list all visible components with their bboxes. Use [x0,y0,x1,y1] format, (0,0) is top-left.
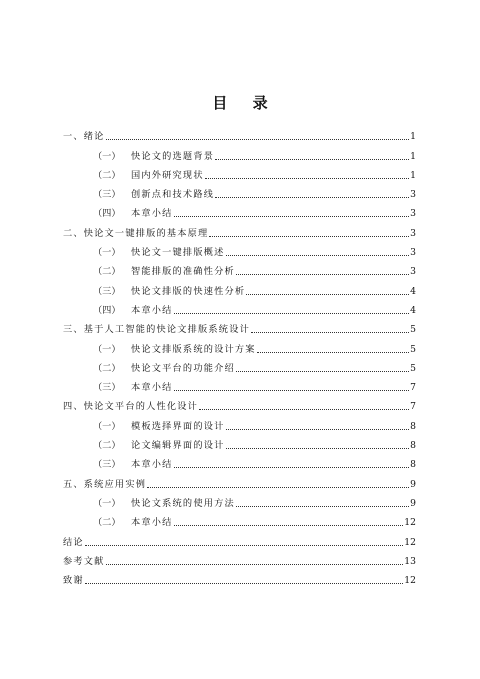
toc-entry[interactable] [63,356,416,375]
toc-entry-number: （二） [93,440,121,452]
toc-leader-dots [174,312,409,314]
toc-entry-text: 创新点和技术路线 [131,189,215,201]
toc-entry-page: 1 [410,150,416,162]
toc-entry[interactable] [63,394,416,413]
toc-entry[interactable] [63,413,416,432]
toc-entry-label [93,305,173,317]
toc-entry-page: 12 [404,517,416,529]
toc-leader-dots [174,389,409,391]
toc-entry-page: 5 [410,343,416,355]
toc-entry-text: 快论文平台的功能介绍 [131,362,235,374]
toc-entry-number: （二） [93,517,121,529]
toc-entry-label [63,228,208,240]
toc-entry-text: 五、系统应用实例 [63,478,147,490]
toc-leader-dots [226,447,410,449]
toc-entry-text: 一、绪论 [63,131,105,143]
toc-entry-text: 快论文排版系统的设计方案 [131,343,256,355]
toc-entry-label [93,363,235,375]
toc-entry[interactable] [63,491,416,510]
toc-leader-dots [174,466,409,468]
toc-entry-text: 三、基于人工智能的快论文排版系统设计 [63,324,250,336]
toc-entry-number: （一） [93,247,121,259]
toc-entry-label [93,440,225,452]
toc-entry-label [93,170,204,182]
toc-entry-label [93,247,225,259]
toc-entry-label [93,498,235,510]
toc-entry-label [93,517,173,529]
toc-entry-page: 3 [410,247,416,259]
toc-entry-label [63,556,105,568]
toc-entry[interactable] [63,568,416,587]
toc-entry-page: 3 [410,208,416,220]
toc-entry-number: （一） [93,497,121,509]
toc-entry-text: 本章小结 [131,517,173,529]
toc-entry-label [93,208,173,220]
toc-entry[interactable] [63,317,416,336]
toc-leader-dots [246,293,409,295]
toc-entry-text: 智能排版的准确性分析 [131,266,235,278]
toc-entry-page: 1 [410,169,416,181]
toc-entry-label [63,401,198,413]
toc-leader-dots [106,563,404,565]
toc-leader-dots [257,351,409,353]
toc-entry-label [93,189,214,201]
toc-leader-dots [236,273,409,275]
toc-entry-text: 本章小结 [131,304,173,316]
toc-entry-number: （三） [93,285,121,297]
toc-entry-page: 5 [410,324,416,336]
toc-leader-dots [226,254,410,256]
toc-entry-label [63,575,84,587]
toc-leader-dots [209,235,409,237]
toc-entry[interactable] [63,452,416,471]
toc-entry[interactable] [63,298,416,317]
toc-entry-page: 8 [410,420,416,432]
toc-entry-page: 5 [410,362,416,374]
toc-entry-number: （四） [93,208,121,220]
toc-entry[interactable] [63,240,416,259]
toc-leader-dots [174,524,404,526]
toc-entry-page: 8 [410,440,416,452]
toc-entry-page: 7 [410,401,416,413]
toc-entry-number: （二） [93,266,121,278]
toc-entry-label [63,479,146,491]
toc-entry-text: 二、快论文一键排版的基本原理 [63,227,209,239]
toc-leader-dots [147,486,409,488]
toc-entry-number: （一） [93,343,121,355]
toc-entry[interactable] [63,433,416,452]
toc-entry[interactable] [63,529,416,548]
toc-leader-dots [205,177,409,179]
toc-entry-label [93,286,245,298]
toc-entry-page: 12 [404,575,416,587]
toc-entry-page: 3 [410,266,416,278]
toc-entry-text: 本章小结 [131,382,173,394]
toc-list [63,124,416,587]
toc-leader-dots [236,370,409,372]
toc-entry[interactable] [63,124,416,143]
toc-entry-page: 13 [404,555,416,567]
toc-entry-page: 9 [410,478,416,490]
toc-entry-text: 快论文的选题背景 [131,150,215,162]
toc-entry-text: 快论文系统的使用方法 [131,497,235,509]
toc-entry[interactable] [63,471,416,490]
toc-entry-text: 参考文献 [63,555,105,567]
toc-leader-dots [174,215,409,217]
toc-leader-dots [215,196,409,198]
toc-entry-number: （四） [93,304,121,316]
toc-entry-text: 本章小结 [131,459,173,471]
toc-entry-text: 论文编辑界面的设计 [131,440,225,452]
toc-entry-label [63,131,105,143]
toc-entry-page: 1 [410,131,416,143]
toc-entry-number: （三） [93,189,121,201]
toc-entry-number: （二） [93,169,121,181]
toc-entry[interactable] [63,259,416,278]
toc-entry-number: （一） [93,420,121,432]
toc-entry-page: 7 [410,382,416,394]
toc-entry-label [93,344,256,356]
toc-entry-text: 本章小结 [131,208,173,220]
toc-entry-text: 致谢 [63,575,84,587]
toc-title: 目 录 [212,94,278,112]
toc-entry[interactable] [63,375,416,394]
toc-entry-number: （三） [93,382,121,394]
toc-entry[interactable] [63,549,416,568]
toc-entry[interactable] [63,278,416,297]
toc-entry-page: 4 [410,304,416,316]
toc-leader-dots [85,582,404,584]
toc-entry-number: （一） [93,150,121,162]
toc-entry-label [93,459,173,471]
toc-entry-number: （二） [93,362,121,374]
toc-leader-dots [85,544,404,546]
toc-entry[interactable] [63,163,416,182]
toc-leader-dots [106,138,409,140]
toc-entry-label [63,537,84,549]
toc-entry-text: 国内外研究现状 [131,169,204,181]
toc-entry-page: 3 [410,227,416,239]
toc-leader-dots [199,408,409,410]
toc-entry-number: （三） [93,459,121,471]
toc-entry[interactable] [63,201,416,220]
toc-entry-label [93,151,214,163]
toc-entry-label [93,382,173,394]
toc-entry-text: 快论文一键排版概述 [131,247,225,259]
toc-entry-label [93,266,235,278]
toc-entry-label [93,421,225,433]
toc-leader-dots [251,331,409,333]
toc-entry-page: 3 [410,189,416,201]
toc-entry[interactable] [63,220,416,239]
toc-entry-text: 四、快论文平台的人性化设计 [63,401,199,413]
toc-entry-label [63,324,250,336]
toc-leader-dots [215,158,409,160]
toc-leader-dots [236,505,409,507]
toc-entry-text: 模板选择界面的设计 [131,420,225,432]
toc-entry[interactable] [63,510,416,529]
toc-entry[interactable] [63,336,416,355]
toc-entry-page: 4 [410,285,416,297]
toc-entry[interactable] [63,182,416,201]
toc-entry-text: 快论文排版的快速性分析 [131,285,246,297]
toc-entry-page: 9 [410,497,416,509]
toc-entry-text: 结论 [63,536,84,548]
toc-leader-dots [226,428,410,430]
toc-entry-page: 12 [404,536,416,548]
toc-entry-page: 8 [410,459,416,471]
toc-entry[interactable] [63,143,416,162]
